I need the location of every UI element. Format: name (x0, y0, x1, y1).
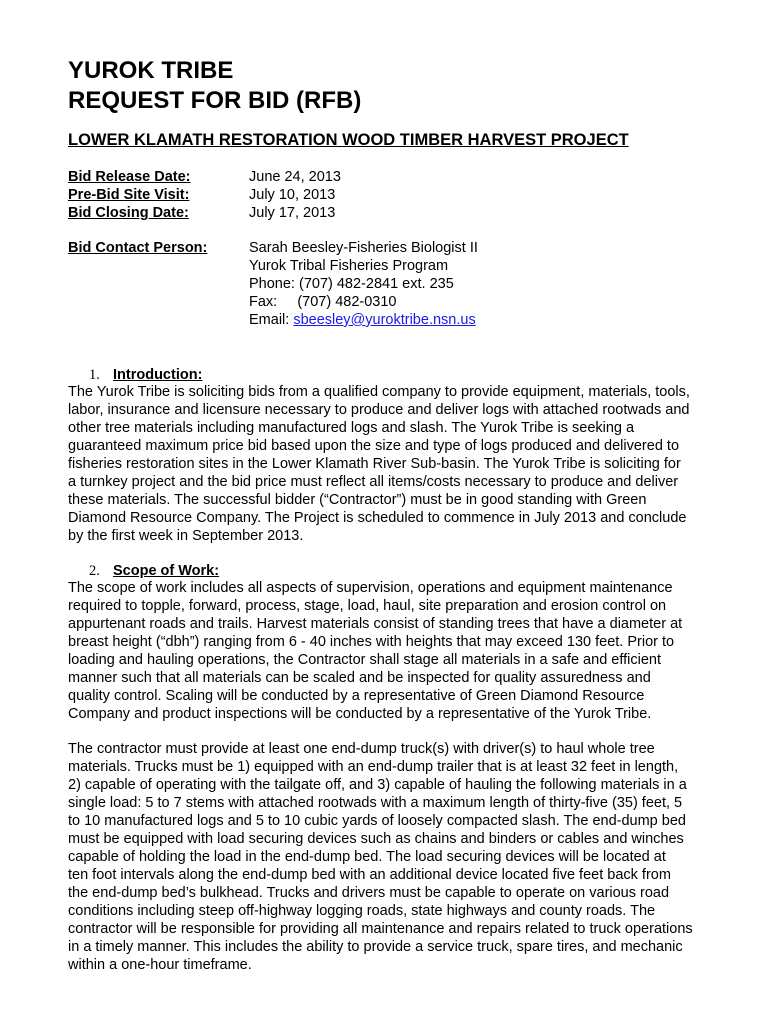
date-value: June 24, 2013 (249, 169, 341, 185)
contact-fax: Fax: (707) 482-0310 (249, 294, 397, 310)
contact-name: Sarah Beesley-Fisheries Biologist II (249, 240, 478, 256)
para-line: Diamond Resource Company. The Project is scheduled to commence in July 2013 and conclude (68, 510, 687, 526)
para-line: materials. Trucks must be 1) equipped with an end-dump trailer that is at least 32 feet in length, (68, 759, 679, 775)
para-line: The contractor must provide at least one end-dump truck(s) with driver(s) to haul whole tree (68, 741, 655, 757)
date-value: July 10, 2013 (249, 187, 336, 203)
para-line: The Yurok Tribe is soliciting bids from a qualified company to provide equipment, materials, tools, (68, 384, 690, 400)
para-line: must be equipped with load securing devices such as chains and binders or cables and winches (68, 831, 684, 847)
para-line: breast height (“dbh”) ranging from 6 - 40 inches with heights that may exceed 130 feet. Prior to (68, 634, 675, 650)
para-line: loading and hauling operations, the Contractor shall stage all materials in a safe and efficient (68, 652, 661, 668)
section-title: Scope of Work: (113, 563, 220, 579)
para-line: The scope of work includes all aspects of supervision, operations and equipment maintenance (68, 580, 673, 596)
date-label: Bid Release Date: (68, 169, 191, 185)
para-line: the end-dump bed’s bulkhead. Trucks and drivers must be capable to operate on various road (68, 885, 670, 901)
para-line: a turnkey project and the bid price must reflect all items/costs necessary to produce and deliver (68, 474, 679, 490)
email-label: Email: (249, 312, 294, 328)
section-number: 2. (89, 563, 100, 579)
para-line: single load: 5 to 7 stems with attached rootwads with a maximum length of thirty-five (35) feet, 5 (68, 795, 683, 811)
title-line-2: REQUEST FOR BID (RFB) (68, 87, 362, 114)
para-line: these materials. The successful bidder (“Contractor”) must be in good standing with Green (68, 492, 647, 508)
para-line: guaranteed maximum price bid based upon the size and type of logs produced and delivered to (68, 438, 680, 454)
section-scope-heading (89, 562, 219, 580)
para-line: by the first week in September 2013. (68, 528, 304, 544)
scope-paragraph-1 (68, 579, 728, 723)
email-link[interactable]: sbeesley@yuroktribe.nsn.us (293, 312, 476, 328)
date-label: Bid Closing Date: (68, 205, 189, 221)
document-title (68, 56, 361, 116)
para-line: in a timely manner. This includes the ability to provide a service truck, spare tires, and mechanic (68, 939, 683, 955)
para-line: required to topple, forward, process, stage, load, haul, site preparation and erosion control on (68, 598, 667, 614)
para-line: fisheries restoration sites in the Lower Klamath River Sub-basin. The Yurok Tribe is soliciting for (68, 456, 681, 472)
date-label: Pre-Bid Site Visit: (68, 187, 190, 203)
project-title: LOWER KLAMATH RESTORATION WOOD TIMBER HARVEST PROJECT (68, 131, 629, 149)
contact-label: Bid Contact Person: (68, 240, 208, 256)
para-line: labor, insurance and licensure necessary to produce and deliver logs with attached rootwads and (68, 402, 690, 418)
contact-program: Yurok Tribal Fisheries Program (249, 258, 449, 274)
date-value: July 17, 2013 (249, 205, 336, 221)
para-line: contractor will be responsible for providing all maintenance and repairs related to truck operations (68, 921, 693, 937)
section-title: Introduction: (113, 367, 203, 383)
contact-details (249, 239, 478, 329)
para-line: capable of holding the load in the end-dump bed. The load securing devices will be located at (68, 849, 666, 865)
para-line: 2) capable of operating with the tailgate off, and 3) capable of hauling the following materials in a (68, 777, 687, 793)
introduction-paragraph (68, 383, 728, 545)
para-line: quality control. Scaling will be conducted by a representative of Green Diamond Resource (68, 688, 645, 704)
title-line-1: YUROK TRIBE (68, 57, 234, 84)
contact-email-row (249, 311, 478, 329)
para-line: to 10 manufactured logs and 5 to 10 cubic yards of loosely compacted slash. The end-dump bed (68, 813, 686, 829)
para-line: within a one-hour timeframe. (68, 957, 252, 973)
para-line: other tree materials including manufactured logs and slash. The Yurok Tribe is seeking a (68, 420, 635, 436)
para-line: ten foot intervals along the end-dump bed with an additional device located five feet back from (68, 867, 671, 883)
para-line: Company and product inspections will be conducted by a representative of the Yurok Tribe. (68, 706, 652, 722)
contact-phone: Phone: (707) 482-2841 ext. 235 (249, 276, 454, 292)
para-line: conditions including steep off-highway logging roads, state highways and county roads. The (68, 903, 656, 919)
scope-paragraph-2 (68, 740, 728, 974)
section-number: 1. (89, 367, 100, 383)
section-introduction-heading (89, 366, 202, 384)
para-line: appurtenant roads and trails. Harvest materials consist of standing trees that have a diameter at (68, 616, 683, 632)
para-line: manner such that all materials can be scaled and be inspected for quality assuredness and (68, 670, 651, 686)
